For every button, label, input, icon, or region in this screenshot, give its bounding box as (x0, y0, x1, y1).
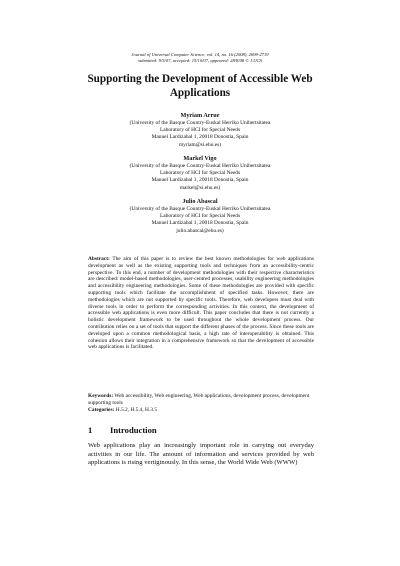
intro-paragraph: Web applications play an increasingly important role in carrying out everyday activities in our life. The amount of information and services provided by web applications is rising vertiginously. In this sense, the World Wide Web (WWW) (88, 442, 314, 467)
keywords-block (88, 393, 314, 413)
author-address: Manuel Lardizabal 1, 20018 Donostia, Spain (151, 220, 249, 227)
abstract-label: Abstract: (88, 256, 110, 262)
abstract-text: The aim of this paper is to review the best known methodologies for web applications development as well as the existing supporting tools and techniques from an accessibility-centric perspective. To this end, a number of development methodologies with their respective characteristics are described: model-based methodologies, user-centred processes, usability engineering methodologies and accessibility engineering methodologies. Some of these methodologies are provided with specific supporting tools which facilitate the accomplishment of specified tasks. However, there are methodologies which are not supported by specific tools. Therefore, web developers must deal with diverse tools in order to perform the corresponding activities. In this context, the development of accessible web applications is even more difficult. This paper concludes that there is not currently a holistic development framework to be used throughout the whole development process. Our contribution relies on a set of tools that support the different phases of the process. Since these tools are developed upon a common methodological basis, a high rate of interoperability is obtained. This cohesion allows their integration in a comprehensive framework so that the development of accessible web applications is facilitated. (88, 256, 314, 351)
author-email: julio.abascal@ehu.es) (176, 227, 224, 234)
author-address: Manuel Lardizabal 1, 20018 Donostia, Spain (151, 177, 249, 184)
categories-text: H.5.2, H.5.4, H.3.5 (115, 406, 158, 413)
author-affiliation: (University of the Basque Country-Euskal Herriko Unibertsitatea (129, 206, 271, 212)
author-lab: Laboratory of HCI for Special Needs (159, 170, 241, 177)
section-number: 1 (88, 425, 93, 435)
title-line-1: Supporting the Development of Accessible Web (87, 73, 313, 85)
author-name: Myriam Arrue (180, 112, 220, 119)
author-lab: Laboratory of HCI for Special Needs (159, 213, 241, 220)
keywords-label: Keywords: (88, 393, 114, 399)
title-line-2: Applications (169, 87, 231, 99)
journal-header (0, 52, 400, 64)
author-affiliation: (University of the Basque Country-Euskal Herriko Unibertsitatea (129, 120, 271, 126)
author-email: markel@si.ehu.es) (179, 184, 221, 191)
author-address: Manuel Lardizabal 1, 20018 Donostia, Spain (151, 134, 249, 141)
paper-title (60, 72, 340, 100)
author-block (60, 112, 340, 149)
author-name: Julio Abascal (182, 198, 218, 205)
author-lab: Laboratory of HCI for Special Needs (159, 127, 241, 134)
categories (88, 407, 314, 414)
journal-citation: Journal of Universal Computer Science, vol. 14, no. 16 (2008), 2699-2719 (131, 52, 269, 57)
section-heading (88, 425, 157, 435)
author-name: Markel Vigo (183, 155, 217, 162)
categories-label: Categories: (88, 406, 115, 413)
submission-dates: submitted: 9/5/07, accepted: 15/10/07, appeared: 28/8/08 © J.UCS (138, 58, 262, 63)
author-block (60, 155, 340, 192)
author-affiliation: (University of the Basque Country-Euskal Herriko Unibertsitatea (129, 163, 271, 169)
keywords-text: Web accessibility, Web engineering, Web applications, development process, development supporting tools (88, 393, 310, 406)
keywords (88, 393, 314, 407)
author-email: myriam@si.ehu.es) (178, 141, 222, 148)
abstract (88, 256, 314, 351)
section-title: Introduction (110, 425, 157, 435)
author-block (60, 198, 340, 235)
